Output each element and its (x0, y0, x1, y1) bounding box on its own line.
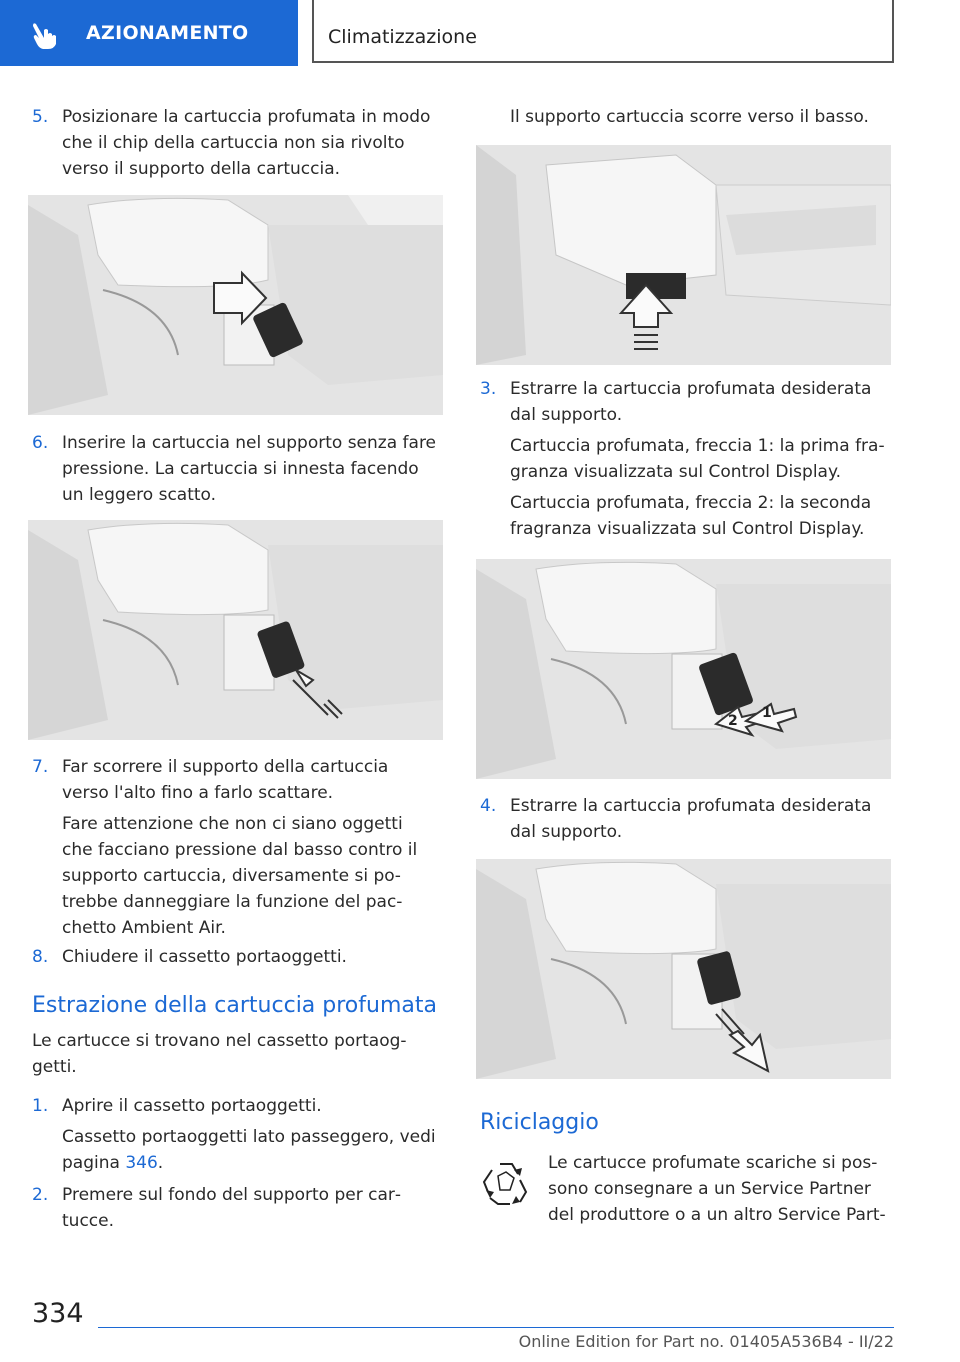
step-2-text (62, 1182, 401, 1234)
text-line: Estrarre la cartuccia profumata desiderata (510, 379, 872, 399)
step-1-text (62, 1093, 322, 1119)
chapter-header (312, 0, 894, 63)
arrow-label-1: 1 (762, 705, 772, 721)
step-3-note-1 (510, 433, 885, 485)
text-line: Fare attenzione che non ci siano oggetti (62, 814, 403, 834)
step-number: 8. (32, 947, 49, 967)
text-line: Posizionare la cartuccia profumata in modo (62, 107, 431, 127)
chapter-title: Climatizzazione (328, 26, 477, 48)
step-1-note (62, 1124, 436, 1176)
recycle-text (548, 1150, 886, 1228)
step-3-text (510, 376, 871, 428)
step-5-text (62, 104, 430, 182)
text-line: sono consegnare a un Service Partner (548, 1179, 871, 1199)
text-line: un leggero scatto. (62, 485, 217, 505)
text-line: verso il supporto della cartuccia. (62, 159, 341, 179)
step-6-text (62, 430, 436, 508)
page-link-346[interactable]: 346 (125, 1153, 158, 1173)
text-line: Estrarre la cartuccia profumata desiderata (510, 796, 872, 816)
step-4-text (510, 793, 871, 845)
footer-divider (98, 1327, 894, 1328)
text-line: Cartuccia profumata, freccia 1: la prima fra‐ (510, 436, 885, 456)
step-number: 4. (480, 796, 497, 816)
text-line (62, 1150, 436, 1176)
photo-cartridge-arrows (476, 559, 891, 779)
text-line: che facciano pressione dal basso contro il (62, 840, 418, 860)
text-line: supporto cartuccia, diversamente si po‐ (62, 866, 401, 886)
text-line: fragranza visualizzata sul Control Display. (510, 519, 865, 539)
text-line: Aprire il cassetto portaoggetti. (62, 1096, 322, 1116)
text-line: Le cartucce si trovano nel cassetto portaog‐ (32, 1031, 407, 1051)
recycle-icon (480, 1158, 532, 1210)
step-number: 7. (32, 757, 49, 777)
text-line: Cartuccia profumata, freccia 2: la seconda (510, 493, 872, 513)
step-3-note-2 (510, 490, 871, 542)
step-2-continuation: Il supporto cartuccia scorre verso il basso. (510, 107, 869, 127)
text-line: pressione. La cartuccia si innesta facendo (62, 459, 419, 479)
text-line: trebbe danneggiare la funzione del pac‐ (62, 892, 403, 912)
text-fragment: . (157, 1153, 164, 1173)
text-line: dal supporto. (510, 405, 623, 425)
page-number: 334 (32, 1298, 84, 1329)
text-line: verso l'alto fino a farlo scattare. (62, 783, 334, 803)
text-line: granza visualizzata sul Control Display. (510, 462, 842, 482)
text-line: Inserire la cartuccia nel supporto senza fare (62, 433, 437, 453)
text-line: dal supporto. (510, 822, 623, 842)
step-number: 2. (32, 1185, 49, 1205)
photo-holder-slides-down (476, 145, 891, 365)
section-tab-label: AZIONAMENTO (86, 22, 249, 44)
text-line: che il chip della cartuccia non sia rivolto (62, 133, 405, 153)
step-7-note (62, 811, 417, 941)
text-line: Cassetto portaoggetti lato passeggero, vedi (62, 1127, 436, 1147)
step-7-text (62, 754, 388, 806)
section-tab[interactable] (0, 0, 298, 66)
photo-cartridge-position (28, 195, 443, 415)
text-fragment: pagina (62, 1153, 126, 1173)
text-line: Chiudere il cassetto portaoggetti. (62, 947, 347, 967)
text-line: Premere sul fondo del supporto per car‐ (62, 1185, 402, 1205)
step-number: 1. (32, 1096, 49, 1116)
pointing-hand-icon (30, 20, 64, 50)
section-title-removal: Estrazione della cartuccia profumata (32, 993, 437, 1018)
text-line: del produttore o a un altro Service Part‐ (548, 1205, 886, 1225)
section-intro (32, 1028, 407, 1080)
step-8-text (62, 944, 347, 970)
footer-edition: Online Edition for Part no. 01405A536B4 - II/22 (518, 1332, 894, 1351)
text-line: tucce. (62, 1211, 114, 1231)
text-line: chetto Ambient Air. (62, 918, 226, 938)
step-number: 3. (480, 379, 497, 399)
text-line: getti. (32, 1057, 77, 1077)
step-number: 5. (32, 107, 49, 127)
text-line: Le cartucce profumate scariche si pos‐ (548, 1153, 878, 1173)
photo-cartridge-remove (476, 859, 891, 1079)
text-line: Far scorrere il supporto della cartuccia (62, 757, 389, 777)
section-title-recycling: Riciclaggio (480, 1110, 599, 1135)
arrow-label-2: 2 (728, 713, 738, 729)
step-number: 6. (32, 433, 49, 453)
photo-cartridge-insert (28, 520, 443, 740)
